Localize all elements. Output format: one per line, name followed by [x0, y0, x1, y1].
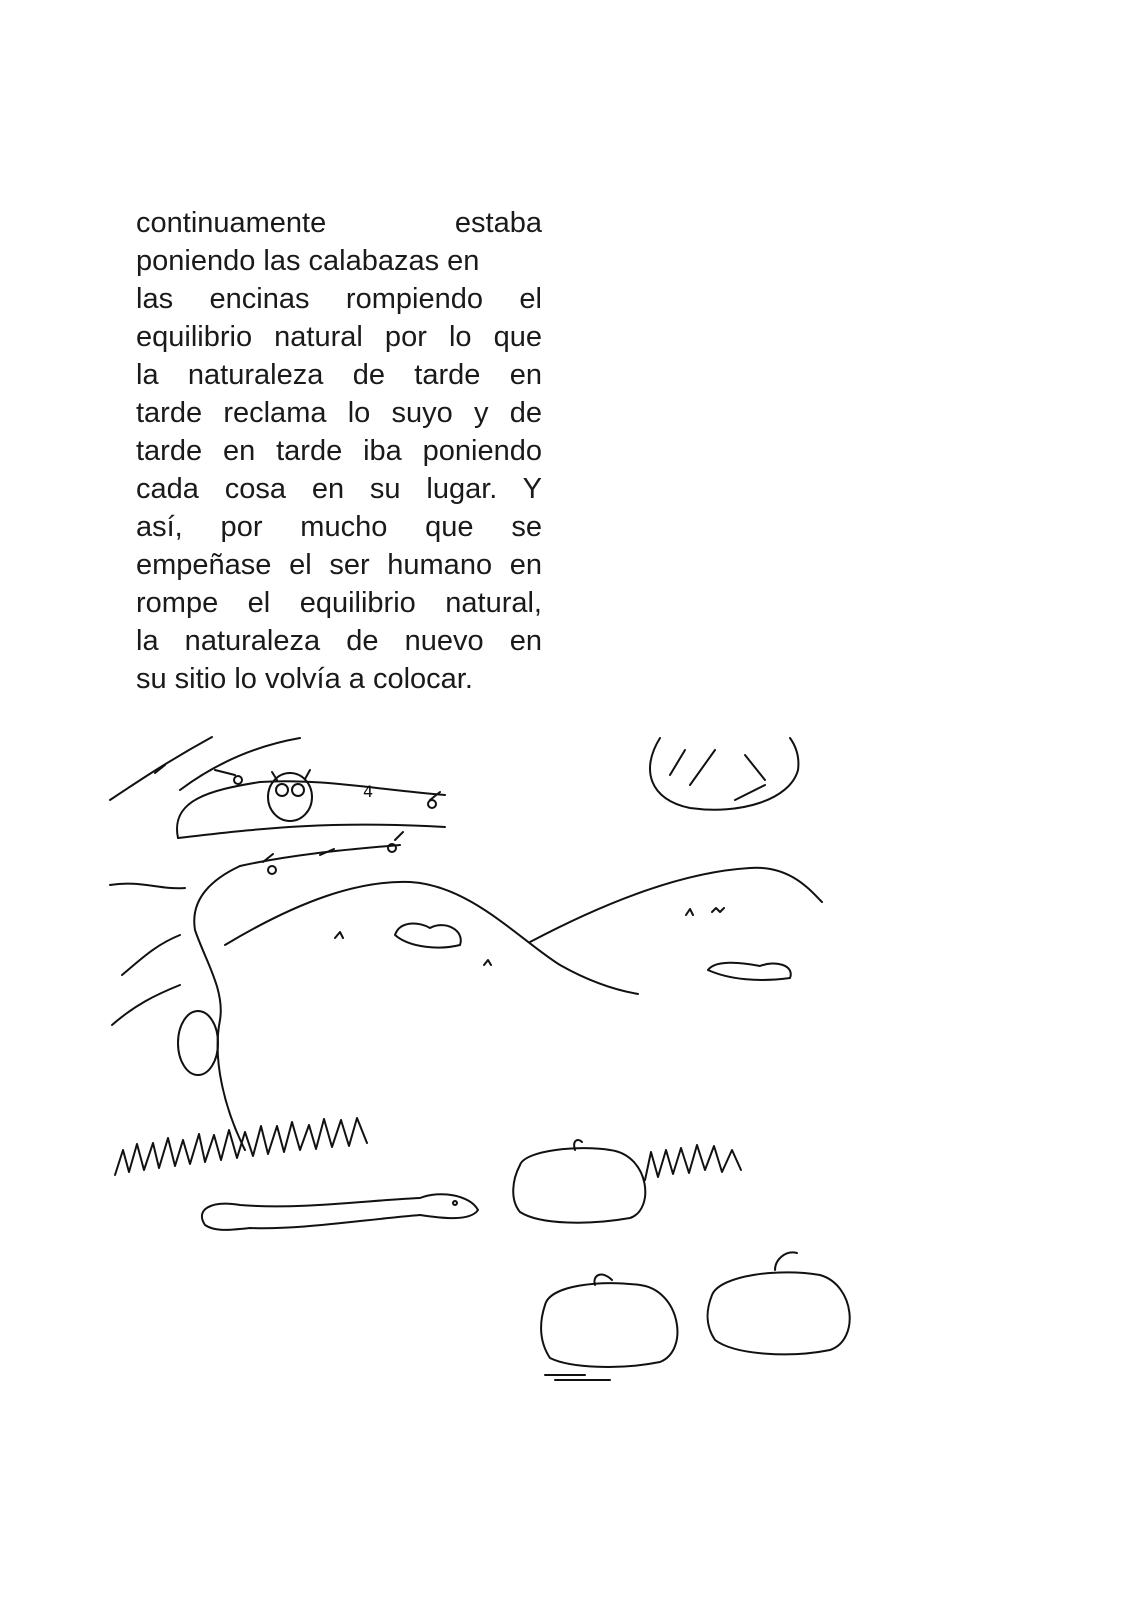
owl: [268, 770, 312, 821]
text-line: continuamente estaba: [136, 207, 542, 239]
text-line: su sitio lo volvía a colocar.: [136, 663, 473, 695]
text-line: cada cosa en su lugar. Y: [136, 473, 542, 505]
text-line: tarde reclama lo suyo y de: [136, 397, 542, 429]
text-line: empeñase el ser humano en: [136, 549, 542, 581]
sketch-number: 4: [363, 782, 374, 801]
moon: [650, 738, 798, 810]
text-line: la naturaleza de tarde en: [136, 359, 542, 391]
text-line: la naturaleza de nuevo en: [136, 625, 542, 657]
oak-tree: [110, 737, 445, 1150]
text-line: tarde en tarde iba poniendo: [136, 435, 542, 467]
text-line: equilibrio natural por lo que: [136, 321, 542, 353]
pumpkins: [513, 1140, 849, 1380]
text-line: las encinas rompiendo el: [136, 283, 542, 315]
grass: [115, 1118, 741, 1180]
text-line: rompe el equilibrio natural,: [136, 587, 542, 619]
snake: [202, 1194, 478, 1230]
hills: [225, 868, 822, 994]
text-line: poniendo las calabazas en: [136, 245, 480, 277]
text-line: así, por mucho que se: [136, 511, 542, 543]
